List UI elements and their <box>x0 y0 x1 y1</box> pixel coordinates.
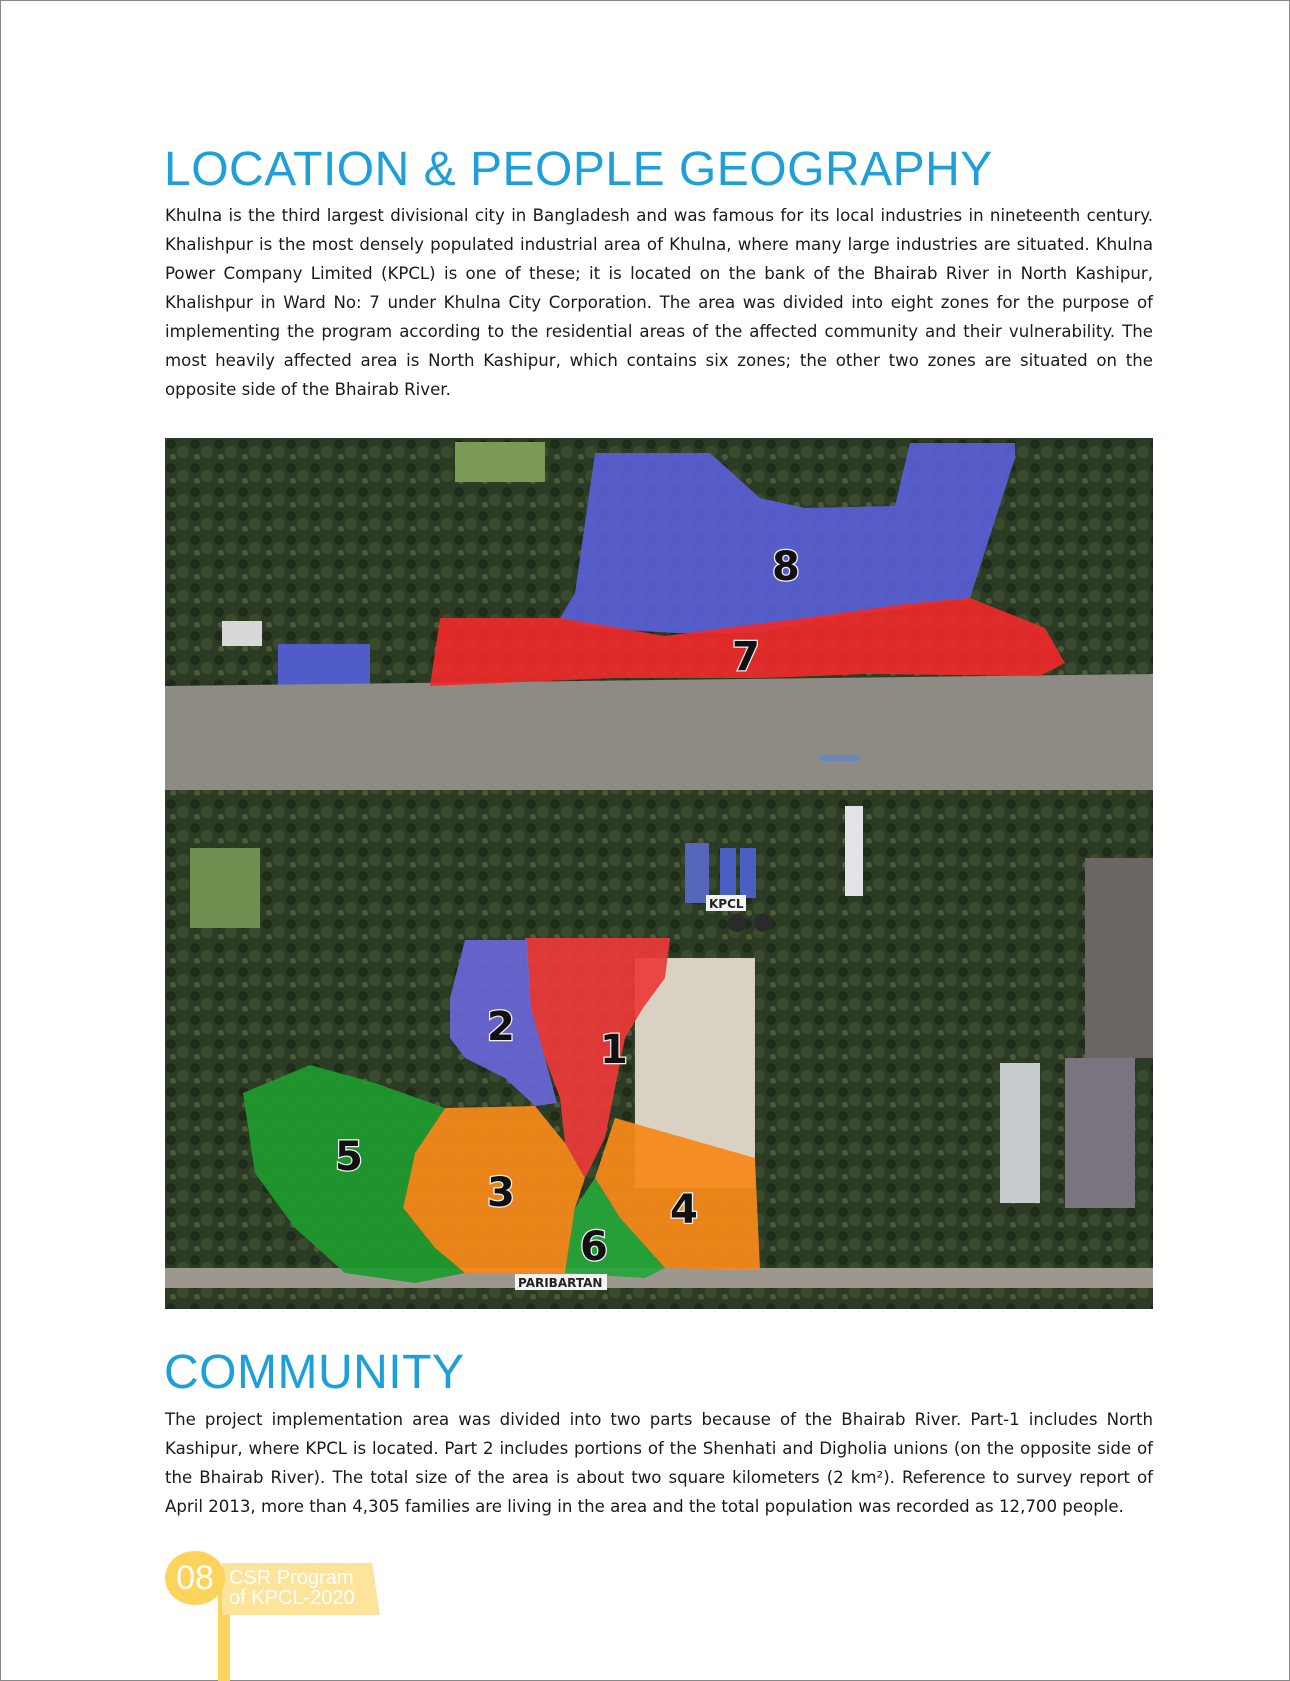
zone-2-label: 2 <box>487 1004 515 1050</box>
zone-7-label: 7 <box>732 634 760 680</box>
kpcl-tank-2 <box>754 914 772 932</box>
building-north-white <box>222 621 262 646</box>
greenhouse-east <box>1000 1063 1040 1203</box>
industrial-east-2 <box>1065 1058 1135 1208</box>
page-number: 08 <box>165 1551 225 1605</box>
zone-4-label: 4 <box>670 1187 698 1233</box>
kpcl-building-2 <box>720 848 736 898</box>
location-paragraph: Khulna is the third largest divisional city in Bangladesh and was famous for its local industries in nineteenth century. Khalishpur is the most densely populated industrial area of Khulna, where many large industries are situated. Khulna Power Company Limited (KPCL) is one of these; it is located on the bank of the Bhairab River in North Kashipur, Khalishpur in Ward No: 7 under Khulna City Corporation. The area was divided into eight zones for the purpose of implementing the program according to the residential areas of the affected community and their vulnerability. The most heavily affected area is North Kashipur, which contains six zones; the other two zones are situated on the opposite side of the Bhairab River. <box>165 206 1153 399</box>
kpcl-building-1 <box>685 843 709 903</box>
zone-3-label: 3 <box>487 1170 515 1216</box>
bhairab-river <box>165 674 1153 790</box>
footer-title-line2: of KPCL-2020 <box>229 1587 355 1609</box>
section-title-location: LOCATION & PEOPLE GEOGRAPHY <box>164 143 993 196</box>
zone-1-label: 1 <box>600 1027 628 1073</box>
field-north <box>455 442 545 482</box>
zone-6-label: 6 <box>580 1224 608 1270</box>
zone-8-label: 8 <box>772 544 800 590</box>
zone-map <box>165 438 1153 1309</box>
boat <box>820 755 860 761</box>
community-paragraph: The project implementation area was divided into two parts because of the Bhairab River. Part-1 includes North Kashipur, where KPCL is located. Part 2 includes portions of the Shenhati and Digholia unions (on the opposite side of the Bhairab River). The total size of the area is about two square kilometers (2 km²). Reference to survey report of April 2013, more than 4,305 families are living in the area and the total population was recorded as 12,700 people. <box>165 1410 1153 1516</box>
paribartan-label: PARIBARTAN <box>518 1276 603 1290</box>
kpcl-label: KPCL <box>709 897 744 911</box>
industrial-east-1 <box>1085 858 1153 1058</box>
footer-title <box>229 1568 355 1608</box>
section-title-community: COMMUNITY <box>164 1346 465 1399</box>
building-north-blue <box>278 644 370 686</box>
kpcl-building-3 <box>740 848 756 898</box>
kpcl-tank-1 <box>728 914 746 932</box>
zone-5-label: 5 <box>335 1134 363 1180</box>
kpcl-building-white <box>845 806 863 896</box>
field-west <box>190 848 260 928</box>
footer-title-line1: CSR Program <box>229 1567 354 1589</box>
